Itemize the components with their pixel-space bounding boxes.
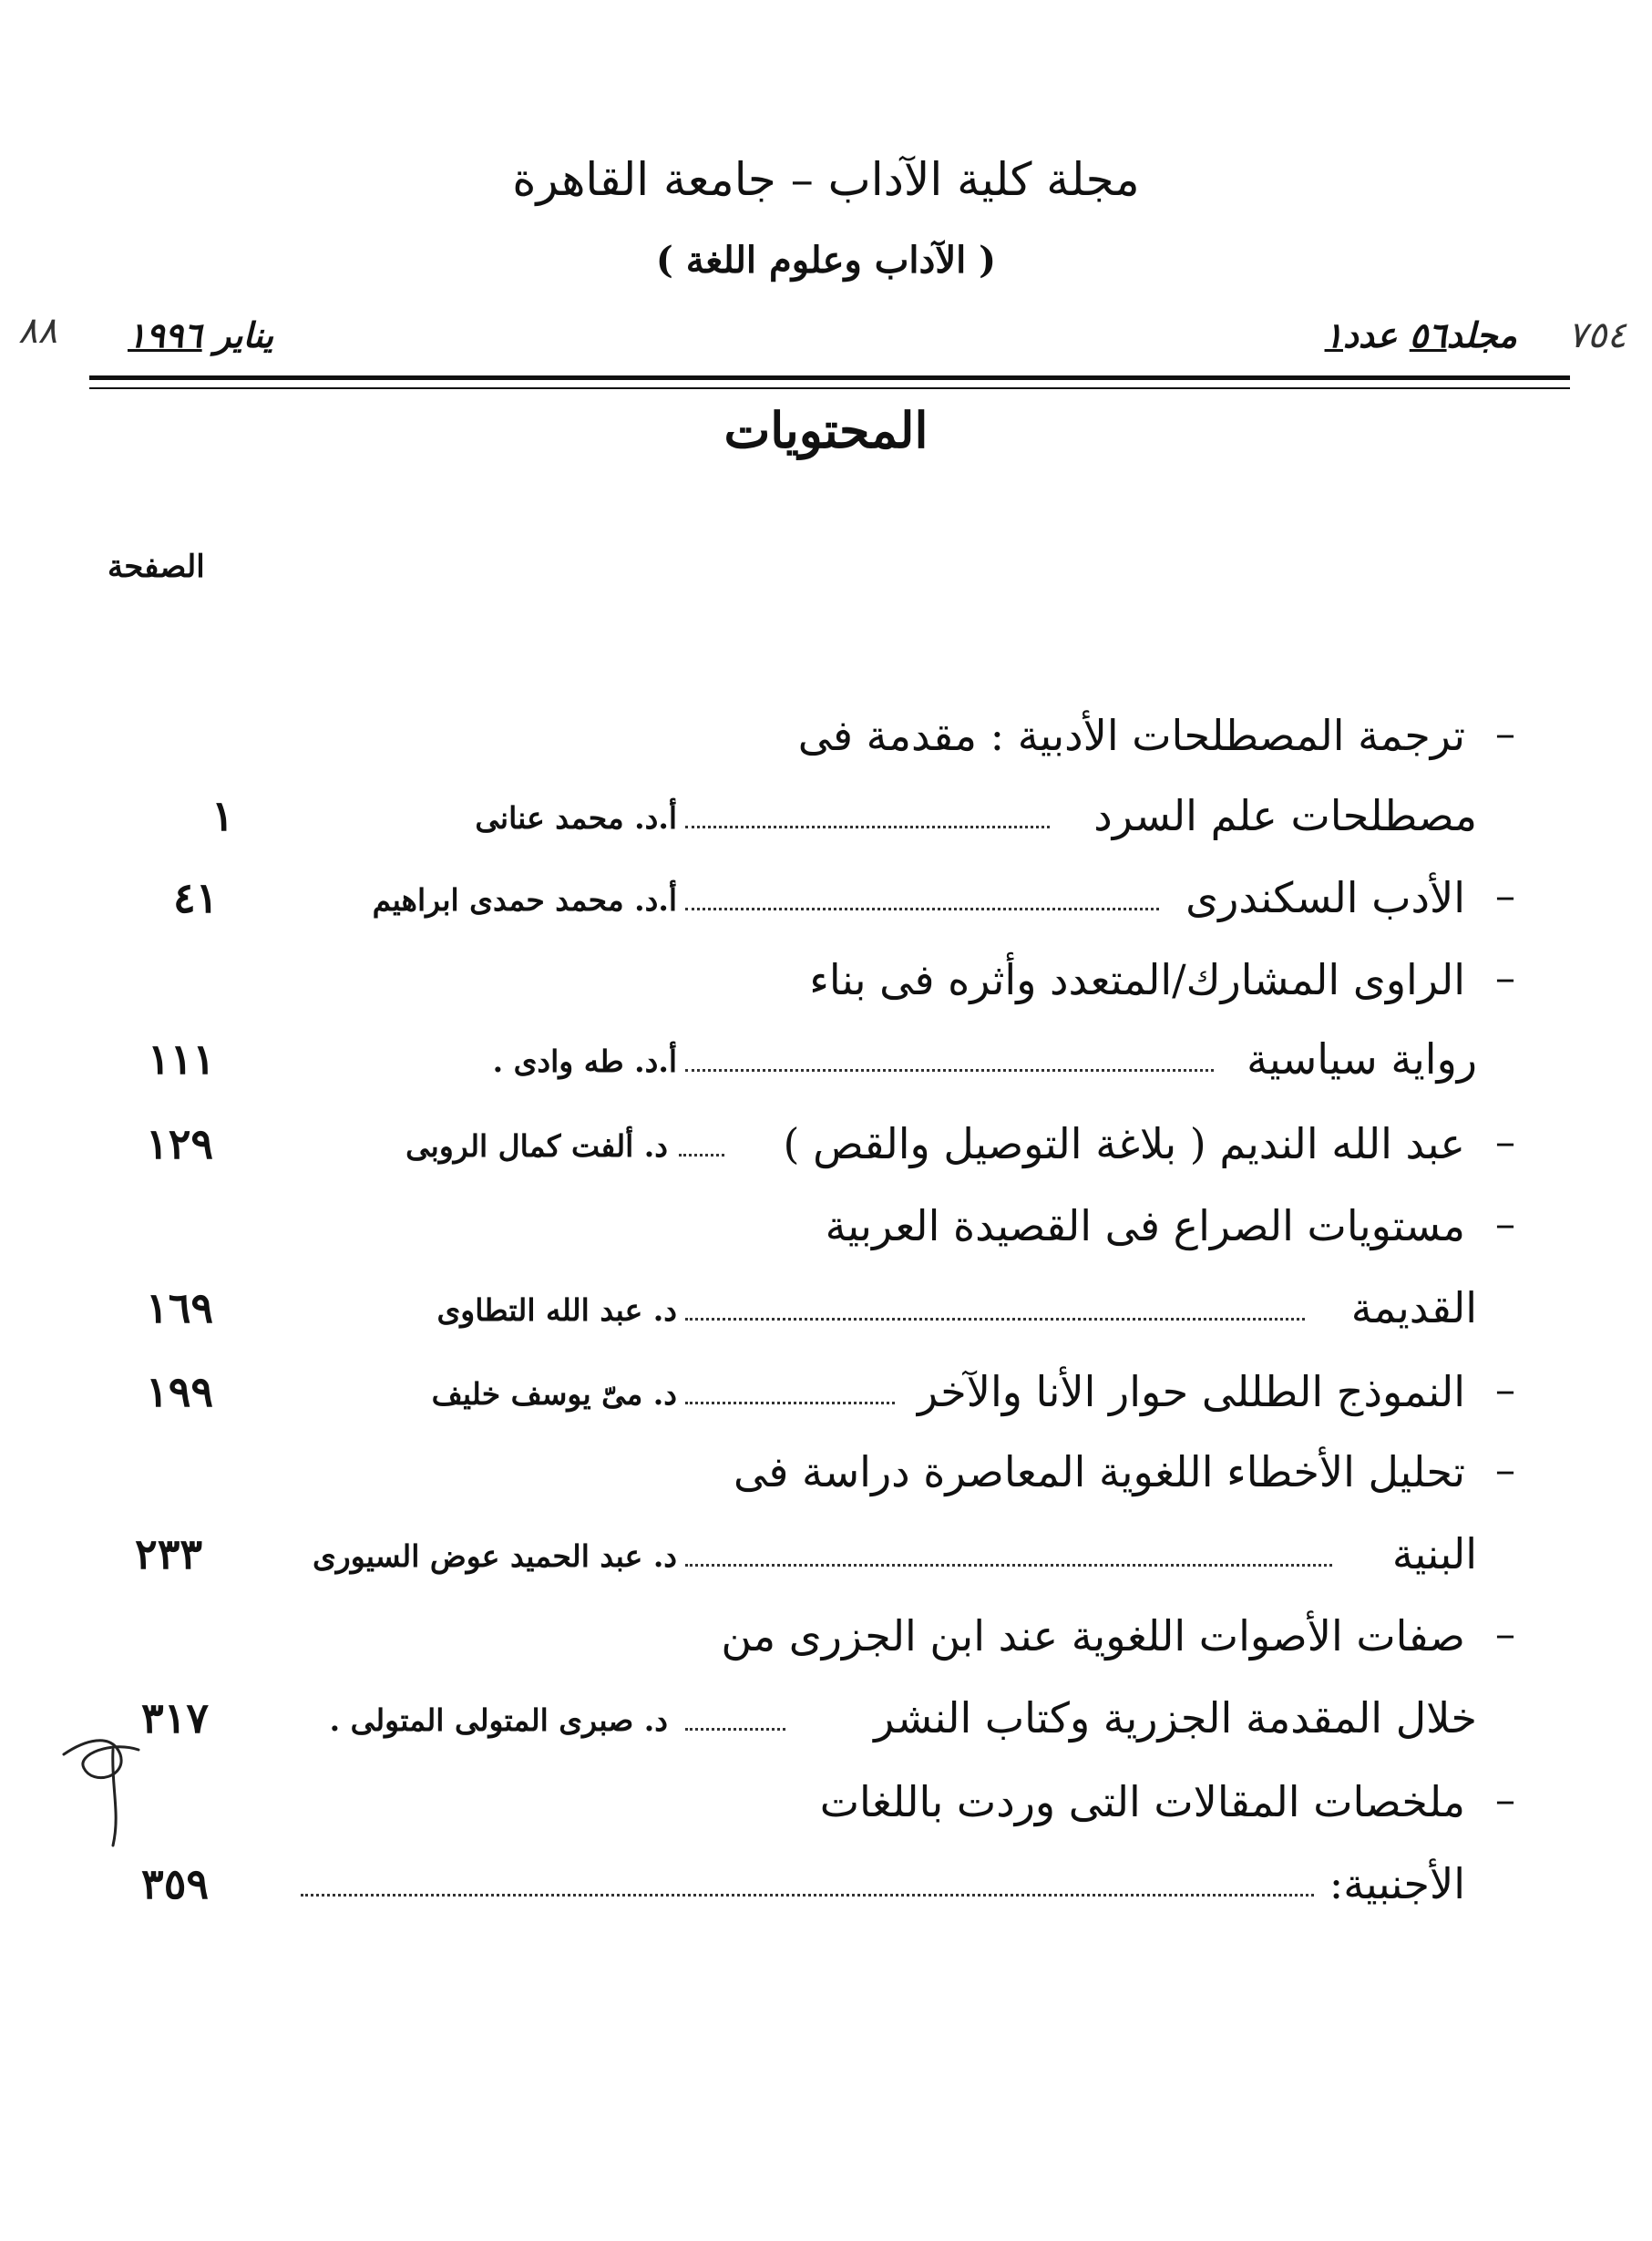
entry-title: تحليل الأخطاء اللغوية المعاصرة دراسة فى [734, 1447, 1465, 1496]
journal-title: مجلة كلية الآداب – جامعة القاهرة [512, 153, 1140, 206]
handwritten-note-right: ٧٥٤ [1567, 314, 1626, 356]
leader-dots [685, 1318, 1305, 1321]
issue-prefix: عدد [1342, 314, 1398, 355]
leader-dots [685, 1402, 895, 1404]
date-month: يناير [213, 314, 274, 355]
entry-dash: – [1495, 1201, 1515, 1248]
leader-dots [685, 826, 1050, 828]
header-rule-thin [89, 387, 1570, 389]
entry-dash: – [1495, 955, 1515, 1002]
entry-page: ٣١٧ [141, 1693, 210, 1742]
entry-dash: – [1495, 873, 1515, 920]
entry-title: عبد الله النديم ( بلاغة التوصيل والقص ) [783, 1119, 1465, 1168]
journal-subtitle: ( الآداب وعلوم اللغة ) [655, 239, 997, 282]
toc-entry-cont [0, 1529, 1652, 1602]
toc-entry-cont [0, 1693, 1652, 1766]
entry-page: ٤١ [173, 873, 219, 922]
entry-author: د. عبد الله التطاوى [436, 1292, 677, 1328]
entry-title: صفات الأصوات اللغوية عند ابن الجزرى من [721, 1611, 1465, 1660]
entry-dash: – [1495, 1119, 1515, 1166]
entry-page: ١ [211, 791, 234, 840]
toc-entry-cont [0, 1034, 1652, 1107]
entry-dash: – [1495, 1611, 1515, 1658]
entry-title: مستويات الصراع فى القصيدة العربية [825, 1201, 1465, 1250]
toc-entry [0, 1611, 1652, 1684]
entry-author: د. صبرى المتولى المتولى . [329, 1702, 668, 1738]
entry-title-cont: رواية سياسية [1247, 1034, 1477, 1084]
toc-entry [0, 955, 1652, 1028]
entry-title-cont: الأجنبية: [1329, 1859, 1465, 1908]
entry-author: أ.د. طه وادى . [492, 1043, 677, 1079]
entry-title-cont: خلال المقدمة الجزرية وكتاب النشر [874, 1693, 1477, 1742]
toc-entry [0, 1367, 1652, 1440]
toc-entry [0, 1777, 1652, 1850]
page-column-label: الصفحة [108, 549, 205, 585]
entry-author: د. عبد الحميد عوض السيورى [312, 1538, 677, 1574]
toc-entry-cont [0, 1283, 1652, 1356]
leader-dots [679, 1154, 724, 1156]
entry-title: الأدب السكندرى [1185, 873, 1465, 922]
toc-entry [0, 711, 1652, 784]
handwritten-signature [56, 1713, 157, 1850]
toc-entry-cont [0, 791, 1652, 864]
entry-title: ترجمة المصطلحات الأدبية : مقدمة فى [797, 711, 1465, 760]
entry-page: ١٢٩ [146, 1119, 214, 1168]
toc-entry-cont [0, 1859, 1652, 1932]
entry-title-cont: القديمة [1350, 1283, 1477, 1332]
issue-date [128, 314, 273, 355]
leader-dots [685, 1069, 1214, 1072]
leader-dots [685, 908, 1159, 910]
entry-author: د. ألفت كمال الروبى [405, 1128, 668, 1164]
entry-dash: – [1495, 1447, 1515, 1494]
entry-dash: – [1495, 711, 1515, 757]
entry-title-cont: مصطلحات علم السرد [1093, 791, 1477, 840]
toc-entry [0, 873, 1652, 946]
entry-title: الراوى المشارك/المتعدد وأثره فى بناء [809, 955, 1465, 1004]
entry-author: أ.د. محمد حمدى ابراهيم [372, 882, 677, 918]
volume-prefix: مجلد [1446, 314, 1517, 355]
header-rule-thick [89, 375, 1570, 380]
contents-title: المحتويات [723, 401, 929, 459]
entry-dash: – [1495, 1777, 1515, 1824]
entry-dash: – [1495, 1367, 1515, 1413]
toc-entry [0, 1447, 1652, 1520]
entry-page: ٣٥٩ [141, 1859, 210, 1908]
toc-entry [0, 1119, 1652, 1192]
entry-page: ٢٣٣ [135, 1529, 203, 1578]
entry-title: ملخصات المقالات التى وردت باللغات [819, 1777, 1465, 1826]
entry-page: ١٩٩ [146, 1367, 214, 1416]
toc-entry [0, 1201, 1652, 1274]
leader-dots [685, 1564, 1332, 1567]
entry-author: د. مىّ يوسف خليف [431, 1376, 677, 1412]
entry-title-cont: البنية [1391, 1529, 1477, 1578]
leader-dots [685, 1728, 785, 1731]
handwritten-note-left: ٨٨ [18, 310, 57, 352]
date-year: ١٩٩٦ [128, 314, 202, 355]
entry-author: أ.د. محمد عنانى [475, 800, 677, 836]
entry-page: ١١١ [148, 1034, 216, 1084]
volume-issue [1325, 314, 1517, 355]
volume-number: ٥٦ [1409, 314, 1447, 355]
issue-number: ١ [1324, 314, 1343, 355]
entry-page: ١٦٩ [146, 1283, 214, 1332]
leader-dots [301, 1894, 1314, 1897]
entry-title: النموذج الطللى حوار الأنا والآخر [917, 1367, 1465, 1416]
